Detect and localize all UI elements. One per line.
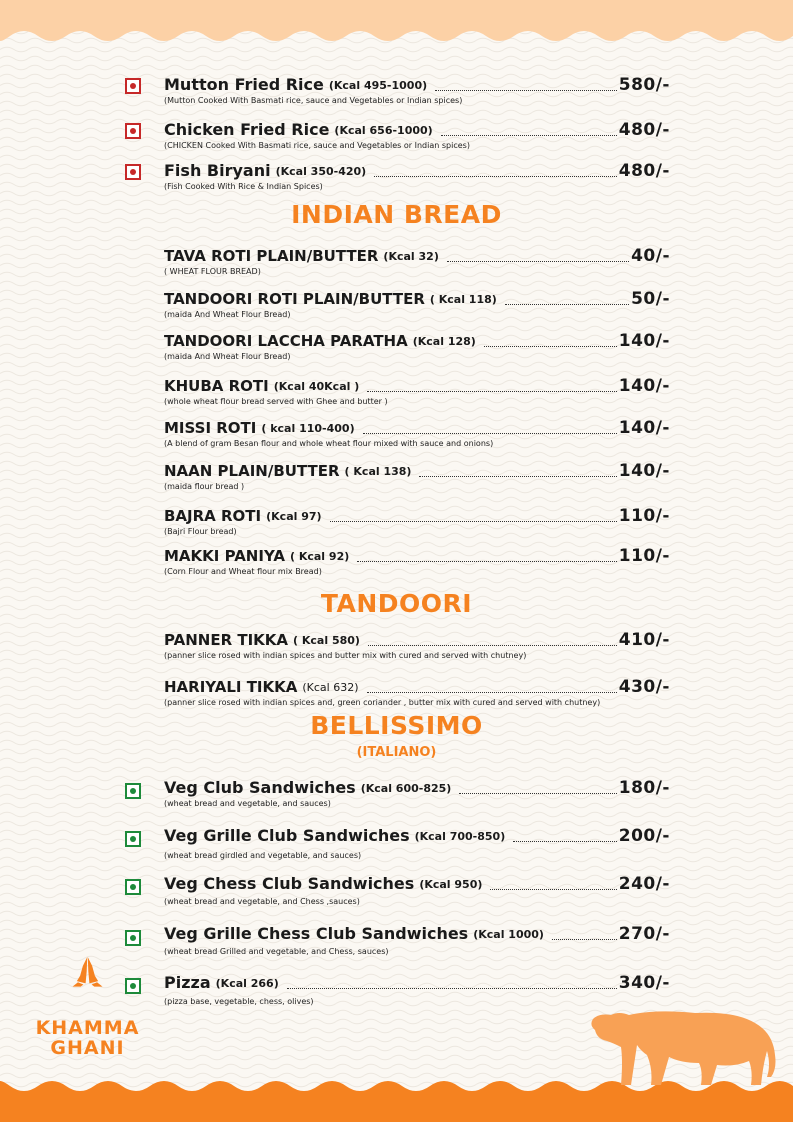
item-name: KHUBA ROTI xyxy=(164,377,269,395)
dotted-leader xyxy=(374,175,617,177)
item-description: (whole wheat flour bread served with Ghee and butter ) xyxy=(164,397,388,406)
item-price: 180/- xyxy=(618,778,670,798)
dotted-leader xyxy=(447,260,629,262)
veg-icon xyxy=(125,879,141,895)
veg-icon xyxy=(125,930,141,946)
item-price: 140/- xyxy=(618,418,670,438)
item-name: Pizza xyxy=(164,973,211,992)
item-kcal: ( Kcal 92) xyxy=(289,550,350,563)
item-kcal: (Kcal 128) xyxy=(412,335,476,348)
item-kcal: ( Kcal 118) xyxy=(429,293,497,306)
item-name: Veg Club Sandwiches xyxy=(164,778,356,797)
item-name: Fish Biryani xyxy=(164,161,271,180)
item-price: 40/- xyxy=(631,246,670,266)
dotted-leader xyxy=(287,987,617,989)
item-name: HARIYALI TIKKA xyxy=(164,678,298,696)
item-price: 430/- xyxy=(618,677,670,697)
item-description: (Fish Cooked With Rice & Indian Spices) xyxy=(164,182,323,191)
item-price: 140/- xyxy=(618,376,670,396)
item-price: 200/- xyxy=(618,826,670,846)
item-kcal: (Kcal 97) xyxy=(266,510,322,523)
dotted-leader xyxy=(330,520,617,522)
menu-item xyxy=(164,290,670,320)
nonveg-icon xyxy=(125,123,141,139)
menu-item xyxy=(164,779,670,809)
item-kcal: (Kcal 600-825) xyxy=(360,782,452,795)
item-description: (panner slice rosed with indian spices and, green coriander , butter mix with cured and served with chutney) xyxy=(164,698,601,707)
menu-item xyxy=(164,419,670,449)
item-kcal: (Kcal 700-850) xyxy=(414,830,506,843)
namaste-hands-logo-icon xyxy=(30,955,145,1015)
menu-item xyxy=(164,827,670,861)
item-price: 480/- xyxy=(618,161,670,181)
dotted-leader xyxy=(367,691,617,693)
item-name: MISSI ROTI xyxy=(164,419,257,437)
menu-item xyxy=(164,547,670,577)
item-name: Chicken Fried Rice xyxy=(164,120,330,139)
dotted-leader xyxy=(363,432,617,434)
item-description: (panner slice rosed with indian spices and butter mix with cured and served with chutney) xyxy=(164,651,527,660)
item-name: TAVA ROTI PLAIN/BUTTER xyxy=(164,247,379,265)
item-name: Veg Grille Chess Club Sandwiches xyxy=(164,924,469,943)
logo-text-line1: KHAMMA xyxy=(35,1017,140,1039)
nonveg-icon xyxy=(125,78,141,94)
nonveg-icon xyxy=(125,164,141,180)
dotted-leader xyxy=(484,345,617,347)
dotted-leader xyxy=(368,644,617,646)
item-kcal: (Kcal 266) xyxy=(215,977,279,990)
item-description: (Corn Flour and Wheat flour mix Bread) xyxy=(164,567,322,576)
menu-item xyxy=(164,247,670,277)
menu-item xyxy=(164,462,670,492)
menu-item xyxy=(164,377,670,407)
menu-item xyxy=(164,162,670,192)
section-title-indian-bread: INDIAN BREAD xyxy=(291,200,502,229)
dotted-leader xyxy=(419,475,616,477)
item-name: PANNER TIKKA xyxy=(164,631,289,649)
dotted-leader xyxy=(367,390,616,392)
veg-icon xyxy=(125,783,141,799)
item-kcal: (Kcal 1000) xyxy=(473,928,544,941)
menu-item xyxy=(164,332,670,362)
menu-item xyxy=(164,925,670,957)
item-price: 110/- xyxy=(618,546,670,566)
item-name: TANDOORI ROTI PLAIN/BUTTER xyxy=(164,290,425,308)
logo-text-line2: GHANI xyxy=(50,1037,125,1059)
menu-item xyxy=(164,974,670,1007)
menu-item xyxy=(164,76,670,106)
item-price: 140/- xyxy=(618,331,670,351)
dotted-leader xyxy=(505,303,629,305)
item-name: BAJRA ROTI xyxy=(164,507,262,525)
item-price: 480/- xyxy=(618,120,670,140)
section-title-tandoori: TANDOORI xyxy=(320,589,473,618)
item-description: (wheat bread girdled and vegetable, and sauces) xyxy=(164,851,362,860)
dotted-leader xyxy=(357,560,616,562)
item-price: 580/- xyxy=(618,75,670,95)
item-price: 410/- xyxy=(618,630,670,650)
item-description: (A blend of gram Besan flour and whole wheat flour mixed with sauce and onions) xyxy=(164,439,494,448)
item-description: (Mutton Cooked With Basmati rice, sauce and Vegetables or Indian spices) xyxy=(164,96,463,105)
item-description: (pizza base, vegetable, chess, olives) xyxy=(164,997,314,1006)
item-kcal: ( Kcal 138) xyxy=(344,465,412,478)
dotted-leader xyxy=(459,792,616,794)
item-kcal: (Kcal 632) xyxy=(302,681,359,694)
item-name: TANDOORI LACCHA PARATHA xyxy=(164,332,408,350)
item-price: 340/- xyxy=(618,973,670,993)
dotted-leader xyxy=(441,134,617,136)
item-kcal: (Kcal 350-420) xyxy=(275,165,367,178)
item-kcal: ( Kcal 580) xyxy=(293,634,360,647)
dotted-leader xyxy=(435,89,617,91)
item-name: NAAN PLAIN/BUTTER xyxy=(164,462,340,480)
item-kcal: (Kcal 950) xyxy=(419,878,483,891)
item-price: 110/- xyxy=(618,506,670,526)
section-title-bellissimo: BELLISSIMO xyxy=(310,711,483,740)
menu-item xyxy=(164,121,670,151)
dotted-leader xyxy=(490,888,616,890)
item-name: Veg Grille Club Sandwiches xyxy=(164,826,410,845)
item-description: (wheat bread and vegetable, and Chess ,sauces) xyxy=(164,897,360,906)
item-kcal: (Kcal 40Kcal ) xyxy=(273,380,360,393)
item-description: (CHICKEN Cooked With Basmati rice, sauce and Vegetables or Indian spices) xyxy=(164,141,470,150)
item-name: MAKKI PANIYA xyxy=(164,547,285,565)
menu-item xyxy=(164,631,670,661)
item-description: (maida And Wheat Flour Bread) xyxy=(164,310,291,319)
section-subtitle-italiano: (ITALIANO) xyxy=(356,745,437,760)
item-description: ( WHEAT FLOUR BREAD) xyxy=(164,267,261,276)
item-description: (Bajri Flour bread) xyxy=(164,527,237,536)
item-kcal: (Kcal 32) xyxy=(383,250,439,263)
item-price: 140/- xyxy=(618,461,670,481)
item-name: Veg Chess Club Sandwiches xyxy=(164,874,415,893)
item-kcal: ( kcal 110-400) xyxy=(261,422,355,435)
dotted-leader xyxy=(552,938,617,940)
item-description: (wheat bread and vegetable, and sauces) xyxy=(164,799,331,808)
veg-icon xyxy=(125,831,141,847)
item-kcal: (Kcal 495-1000) xyxy=(328,79,428,92)
item-kcal: (Kcal 656-1000) xyxy=(334,124,433,137)
item-description: (wheat bread Grilled and vegetable, and Chess, sauces) xyxy=(164,947,389,956)
menu-item xyxy=(164,875,670,907)
dotted-leader xyxy=(513,840,617,842)
item-price: 270/- xyxy=(618,924,670,944)
menu-item xyxy=(164,678,670,708)
item-price: 50/- xyxy=(631,289,670,309)
item-description: (maida flour bread ) xyxy=(164,482,245,491)
item-price: 240/- xyxy=(618,874,670,894)
item-description: (maida And Wheat Flour Bread) xyxy=(164,352,291,361)
menu-item xyxy=(164,507,670,537)
tiger-silhouette-icon xyxy=(585,1005,785,1095)
item-name: Mutton Fried Rice xyxy=(164,75,324,94)
